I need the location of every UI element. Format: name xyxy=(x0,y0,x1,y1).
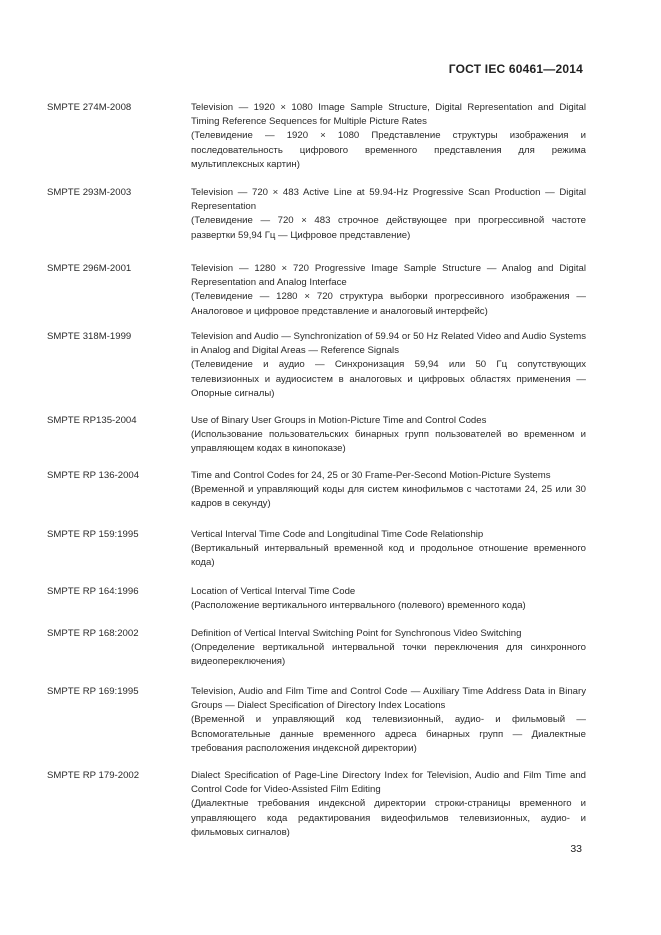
english-title: Definition of Vertical Interval Switching Point for Synchronous Video Switching xyxy=(191,628,522,639)
reference-entry-rp135 xyxy=(47,414,587,469)
english-title: Vertical Interval Time Code and Longitudinal Time Code Relationship xyxy=(191,529,484,540)
english-title: Television, Audio and Film Time and Control Code — Auxiliary Time Address Data in Binary Groups — Dialect Specification of Directory Index Locations xyxy=(191,686,586,712)
reference-entry-rp179 xyxy=(47,769,587,849)
reference-entry-rp168 xyxy=(47,627,587,685)
russian-title: (Телевидение — 720 × 483 строчное действующее при прогрессивной частоте развертки 59,94 Гц — Цифровое представление) xyxy=(191,215,586,241)
reference-entry-rp159 xyxy=(47,528,587,585)
standard-code: SMPTE 296M-2001 xyxy=(47,263,132,274)
russian-title: (Определение вертикальной интервальной точки переключения для синхронного видеопереключения) xyxy=(191,642,586,668)
standard-code: SMPTE RP 169:1995 xyxy=(47,686,139,697)
russian-title: (Телевидение — 1920 × 1080 Представление структуры изображения и последовательность цифрового временного представления для режима мультиплексных картин) xyxy=(191,130,586,170)
reference-entry-rp136 xyxy=(47,469,587,528)
english-title: Time and Control Codes for 24, 25 or 30 Frame-Per-Second Motion-Picture Systems xyxy=(191,470,551,481)
standard-description xyxy=(191,186,586,243)
reference-entry-296m xyxy=(47,262,587,330)
reference-entry-318m xyxy=(47,330,587,414)
english-title: Television and Audio — Synchronization of 59.94 or 50 Hz Related Video and Audio Systems in Analog and Digital Areas — Reference Signals xyxy=(191,331,586,357)
reference-entry-274m xyxy=(47,101,587,186)
russian-title: (Временной и управляющий коды для систем кинофильмов с частотами 24, 25 или 30 кадров в секунду) xyxy=(191,484,586,510)
reference-list xyxy=(47,101,587,849)
reference-entry-rp164 xyxy=(47,585,587,627)
standard-code: SMPTE RP 164:1996 xyxy=(47,586,139,597)
standard-description xyxy=(191,262,586,319)
standard-description xyxy=(191,528,586,571)
reference-entry-rp169 xyxy=(47,685,587,769)
reference-entry-293m xyxy=(47,186,587,262)
standard-code: SMPTE RP 136-2004 xyxy=(47,470,140,481)
standard-designation: ГОСТ IEC 60461—2014 xyxy=(448,62,583,76)
russian-title: (Диалектные требования индексной директории строки-страницы временного и управляющего кода редактирования видеофильмов телевизионных, аудио- и фильмовых сигналов) xyxy=(191,798,586,838)
standard-description xyxy=(191,769,586,840)
standard-description xyxy=(191,585,586,613)
russian-title: (Вертикальный интервальный временной код и продольное отношение временного кода) xyxy=(191,543,586,569)
standard-code: SMPTE RP135-2004 xyxy=(47,415,137,426)
standard-description xyxy=(191,101,586,172)
standard-code: SMPTE 274M-2008 xyxy=(47,102,132,113)
standard-code: SMPTE RP 159:1995 xyxy=(47,529,139,540)
english-title: Use of Binary User Groups in Motion-Picture Time and Control Codes xyxy=(191,415,487,426)
russian-title: (Расположение вертикального интервального (полевого) временного кода) xyxy=(191,600,526,612)
english-title: Television — 1280 × 720 Progressive Image Sample Structure — Analog and Digital Representation and Analog Interface xyxy=(191,263,586,289)
standard-code: SMPTE 318M-1999 xyxy=(47,331,132,342)
standard-description xyxy=(191,330,586,401)
english-title: Television — 1920 × 1080 Image Sample Structure, Digital Representation and Digital Timing Reference Sequences for Multiple Picture Rates xyxy=(191,102,586,128)
english-title: Location of Vertical Interval Time Code xyxy=(191,586,356,597)
standard-description xyxy=(191,469,586,512)
standard-code: SMPTE RP 179-2002 xyxy=(47,770,140,781)
standard-code: SMPTE RP 168:2002 xyxy=(47,628,139,639)
english-title: Dialect Specification of Page-Line Directory Index for Television, Audio and Film Time and Control Code for Video-Assisted Film Editing xyxy=(191,770,586,796)
russian-title: (Временной и управляющий код телевизионный, аудио- и фильмовый — Вспомогательные данные временного адреса бинарных групп — Диалектные требования расположения индексной директории) xyxy=(191,714,586,754)
standard-description xyxy=(191,627,586,670)
standard-code: SMPTE 293M-2003 xyxy=(47,187,132,198)
english-title: Television — 720 × 483 Active Line at 59.94-Hz Progressive Scan Production — Digital Representation xyxy=(191,187,586,213)
russian-title: (Телевидение — 1280 × 720 структура выборки прогрессивного изображения — Аналоговое и цифровое представление и аналоговый интерфейс) xyxy=(191,291,586,317)
page-number: 33 xyxy=(570,843,582,855)
russian-title: (Использование пользовательских бинарных групп пользователей во временном и управляющем кодах в кинопоказе) xyxy=(191,429,586,455)
russian-title: (Телевидение и аудио — Синхронизация 59,94 или 50 Гц сопутствующих телевизионных и аудиосистем в аналоговых и цифровых областях применения — Опорные сигналы) xyxy=(191,359,586,399)
standard-description xyxy=(191,685,586,756)
standard-description xyxy=(191,414,586,457)
